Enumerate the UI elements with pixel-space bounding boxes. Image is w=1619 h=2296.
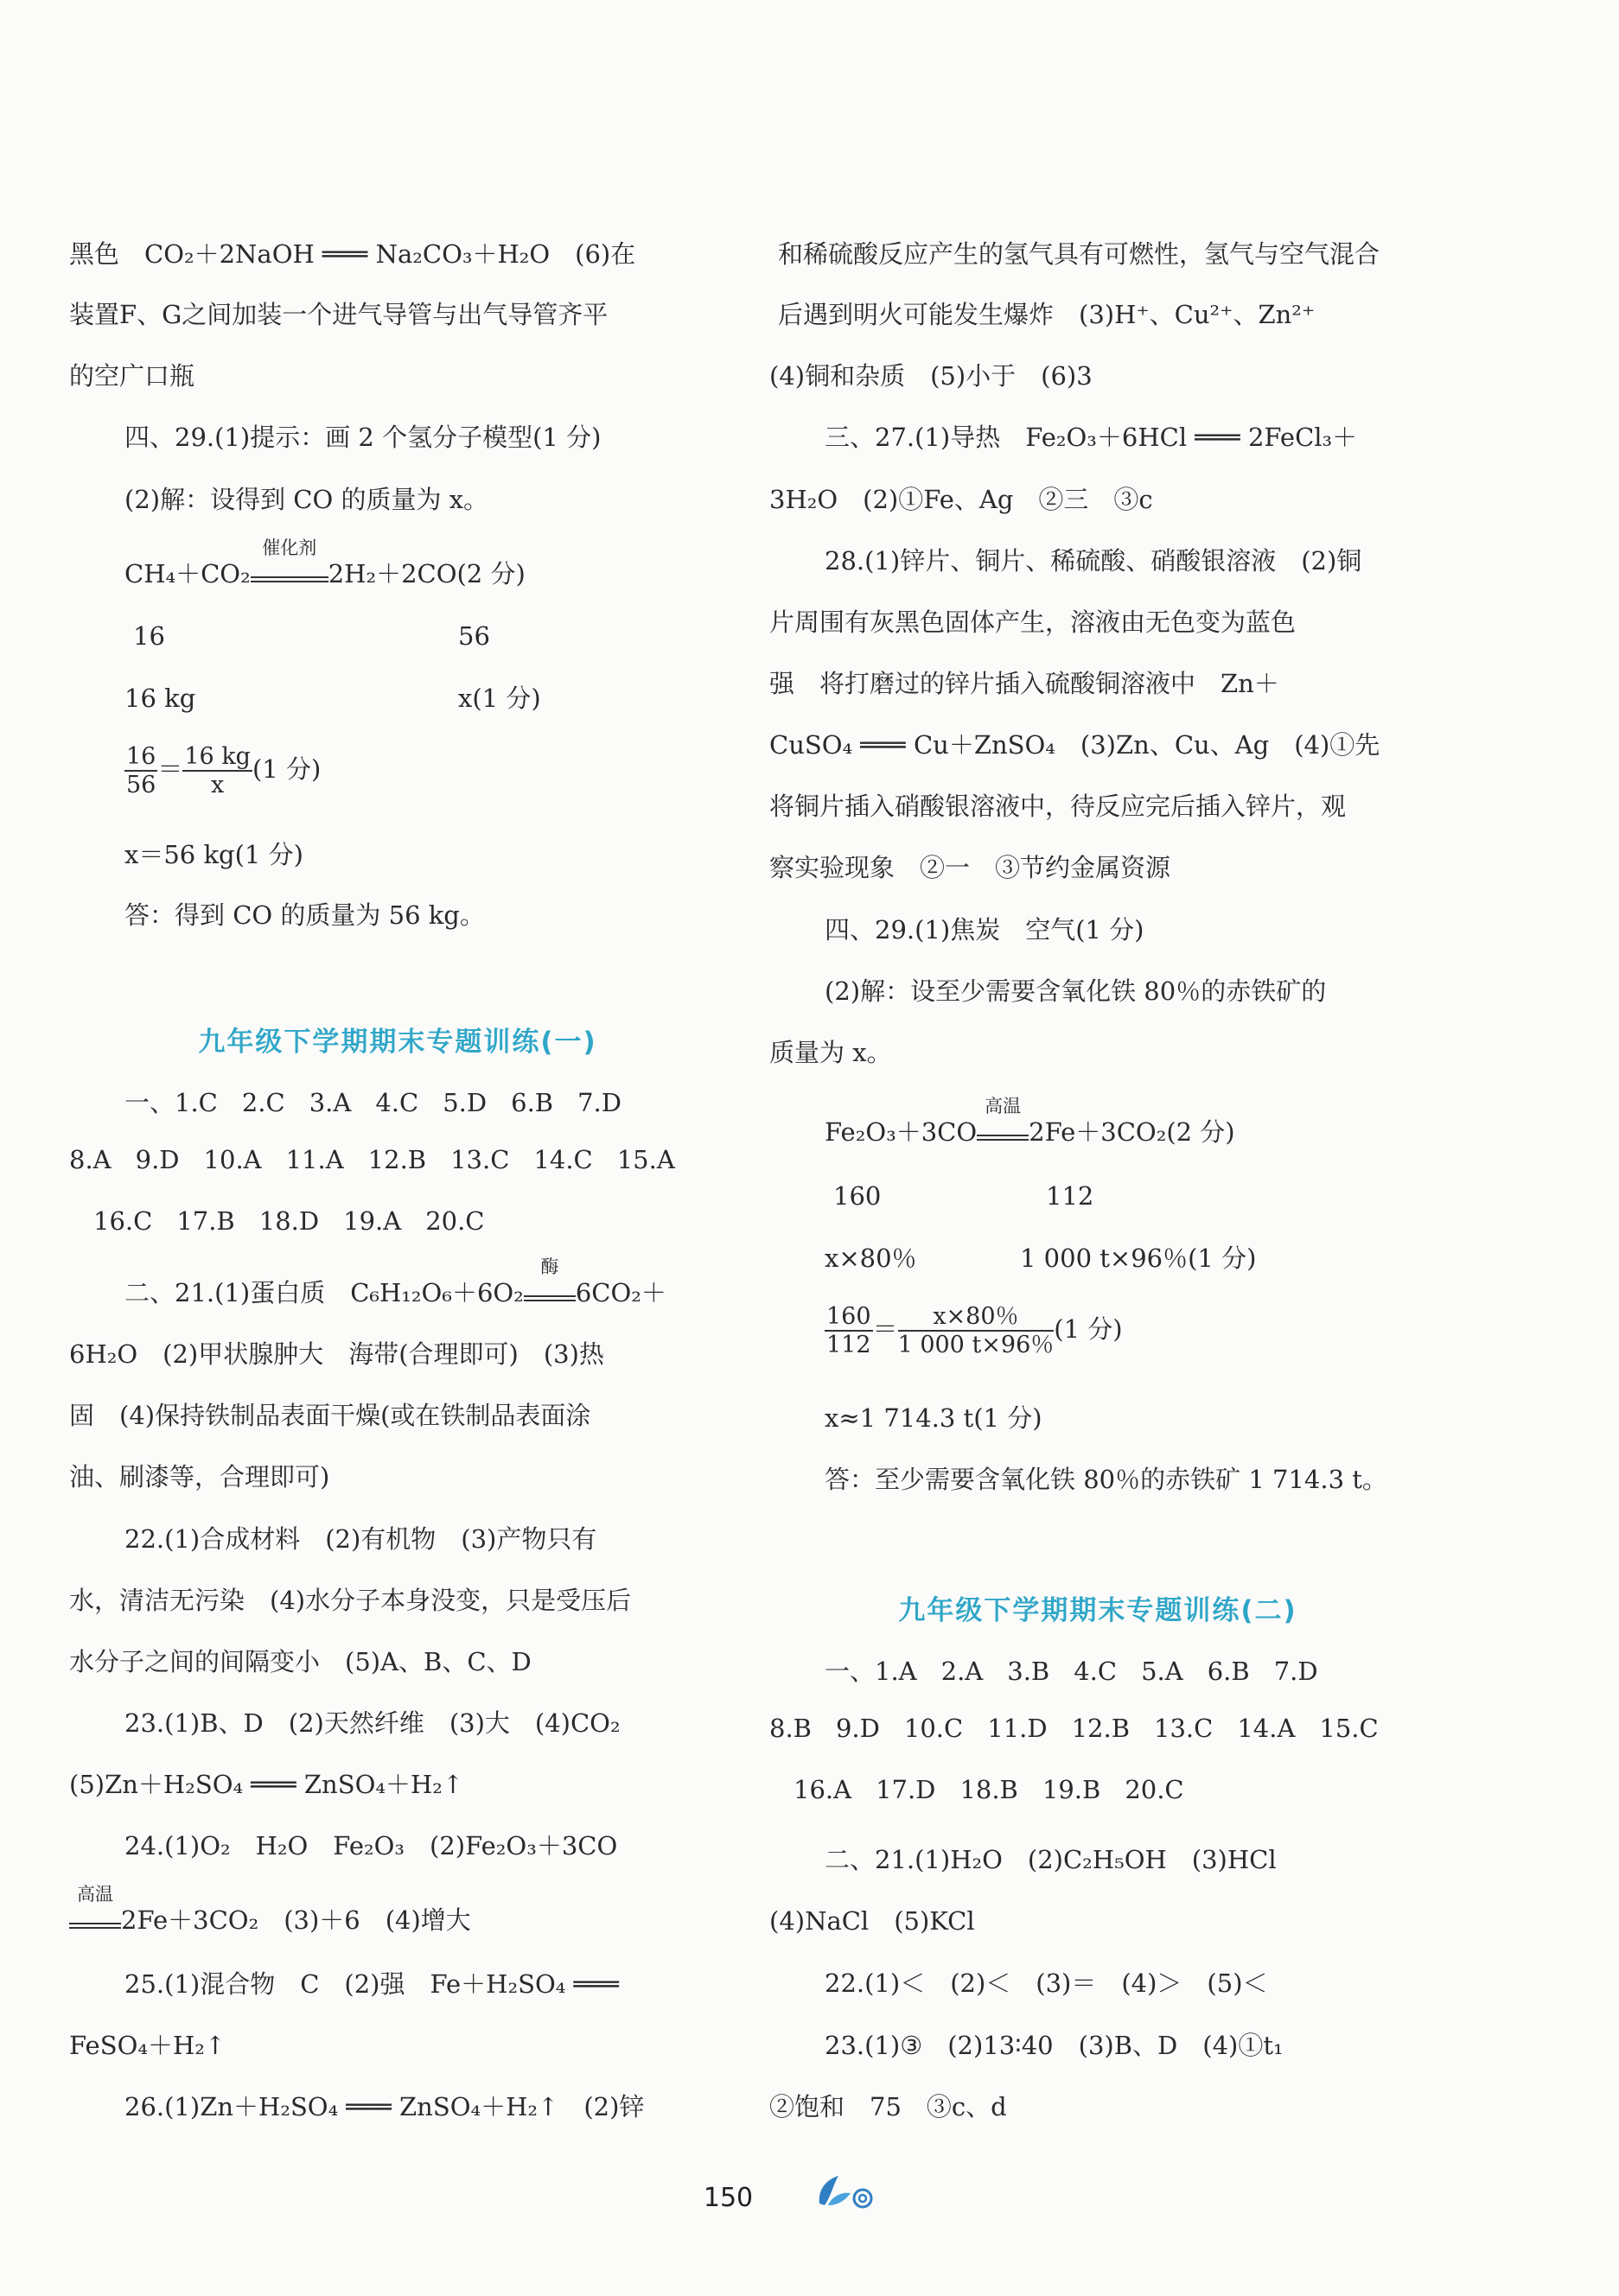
- section-title: 九年级下学期期末专题训练(二): [898, 1595, 1297, 1626]
- text-line: 3H₂O (2)①Fe、Ag ②三 ③c: [769, 485, 1153, 514]
- text-line: FeSO₄＋H₂↑: [69, 2031, 226, 2060]
- text-line: 装置F、G之间加装一个进气导管与出气导管齐平: [69, 300, 609, 329]
- mass-line: x(1 分): [458, 684, 541, 713]
- section-title: 九年级下学期期末专题训练(一): [198, 1027, 597, 1058]
- mc-answers-row: 8.A 9.D 10.A 11.A 12.B 13.C 14.C 15.A: [69, 1145, 675, 1174]
- text-line: (2)解：设得到 CO 的质量为 x。: [124, 485, 489, 514]
- mass-ratio-line: 16: [133, 621, 165, 651]
- chemical-equation: 二、21.(1)蛋白质 C₆H₁₂O₆＋6O₂ 酶 6CO₂＋: [124, 1256, 666, 1307]
- mass-line: x×80％: [825, 1243, 917, 1273]
- text-line: 四、29.(1)焦炭 空气(1 分): [825, 915, 1144, 944]
- text-line: 油、刷漆等，合理即可): [69, 1462, 330, 1491]
- text-line: 25.(1)混合物 C (2)强 Fe＋H₂SO₄ ═══: [124, 1969, 619, 1999]
- page-number: 150: [703, 2183, 754, 2213]
- mc-answers-row: 8.B 9.D 10.C 11.D 12.B 13.C 14.A 15.C: [769, 1714, 1379, 1743]
- text-line: 固 (4)保持铁制品表面干燥(或在铁制品表面涂: [69, 1401, 591, 1430]
- text-line: 28.(1)锌片、铜片、稀硫酸、硝酸银溶液 (2)铜: [825, 546, 1362, 576]
- text-line: 答：至少需要含氧化铁 80％的赤铁矿 1 714.3 t。: [825, 1465, 1387, 1494]
- text-line: 水，清洁无污染 (4)水分子本身没变，只是受压后: [69, 1586, 632, 1615]
- mc-answers-row: 一、1.A 2.A 3.B 4.C 5.A 6.B 7.D: [825, 1657, 1318, 1686]
- text-line: 23.(1)B、D (2)天然纤维 (3)大 (4)CO₂: [124, 1708, 621, 1738]
- text-line: 二、21.(1)H₂O (2)C₂H₅OH (3)HCl: [825, 1845, 1277, 1874]
- text-line: (4)NaCl (5)KCl: [769, 1906, 975, 1936]
- text-line: 水分子之间的间隔变小 (5)A、B、C、D: [69, 1647, 532, 1676]
- text-line: x≈1 714.3 t(1 分): [825, 1403, 1042, 1433]
- text-line: 黑色 CO₂＋2NaOH ═══ Na₂CO₃＋H₂O (6)在: [69, 239, 636, 269]
- text-line: x＝56 kg(1 分): [124, 840, 303, 869]
- text-line: 22.(1)＜ (2)＜ (3)＝ (4)＞ (5)＜: [825, 1968, 1268, 1998]
- text-line: 和稀硫酸反应产生的氢气具有可燃性，氢气与空气混合: [778, 239, 1380, 269]
- chemical-equation: CH₄＋CO₂ 催化剂 2H₂＋2CO(2 分): [124, 537, 526, 588]
- text-line: 四、29.(1)提示：画 2 个氢分子模型(1 分): [124, 423, 602, 452]
- chemical-equation: Fe₂O₃＋3CO 高温 2Fe＋3CO₂(2 分): [825, 1096, 1235, 1147]
- proportion: $\frac{16}{56}$ ＝ $\frac{16 kg}{x}$ (1 分): [126, 743, 322, 798]
- text-line: (5)Zn＋H₂SO₄ ═══ ZnSO₄＋H₂↑: [69, 1770, 464, 1799]
- text-line: CuSO₄ ═══ Cu＋ZnSO₄ (3)Zn、Cu、Ag (4)①先: [769, 730, 1380, 760]
- mc-answers-row: 一、1.C 2.C 3.A 4.C 5.D 6.B 7.D: [124, 1088, 622, 1117]
- leaf-swirl-icon: [813, 2171, 882, 2212]
- chemical-equation: 高温 2Fe＋3CO₂ (3)＋6 (4)增大: [69, 1908, 471, 1933]
- text-line: (2)解：设至少需要含氧化铁 80％的赤铁矿的: [825, 976, 1327, 1006]
- text-line: 23.(1)③ (2)13∶40 (3)B、D (4)①t₁: [825, 2031, 1284, 2060]
- text-line: 24.(1)O₂ H₂O Fe₂O₃ (2)Fe₂O₃＋3CO: [124, 1831, 618, 1860]
- mass-ratio-line: 56: [458, 621, 490, 651]
- text-line: 三、27.(1)导热 Fe₂O₃＋6HCl ═══ 2FeCl₃＋: [825, 423, 1358, 452]
- mc-answers-row: 16.A 17.D 18.B 19.B 20.C: [794, 1775, 1184, 1804]
- text-line: 后遇到明火可能发生爆炸 (3)H⁺、Cu²⁺、Zn²⁺: [778, 300, 1316, 329]
- mass-line: 1 000 t×96％(1 分): [1020, 1243, 1257, 1273]
- text-line: 将铜片插入硝酸银溶液中，待反应完后插入锌片，观: [769, 792, 1347, 821]
- text-line: 22.(1)合成材料 (2)有机物 (3)产物只有: [124, 1524, 597, 1554]
- mc-answers-row: 16.C 17.B 18.D 19.A 20.C: [93, 1206, 485, 1236]
- text-line: ②饱和 75 ③c、d: [769, 2092, 1007, 2121]
- proportion: $\frac{160}{112}$ ＝ $\frac{x\times 80\%}{1 000 t\times 96\%}$ (1 分): [826, 1303, 1123, 1358]
- mass-ratio-line: 112: [1046, 1181, 1094, 1211]
- mass-line: 16 kg: [124, 684, 196, 713]
- mass-ratio-line: 160: [833, 1181, 882, 1211]
- text-line: 6H₂O (2)甲状腺肿大 海带(合理即可) (3)热: [69, 1339, 604, 1369]
- text-line: 的空广口瓶: [69, 361, 195, 391]
- text-line: 答：得到 CO 的质量为 56 kg。: [124, 900, 485, 930]
- text-line: 察实验现象 ②一 ③节约金属资源: [769, 853, 1171, 882]
- text-line: 片周围有灰黑色固体产生，溶液由无色变为蓝色: [769, 607, 1297, 637]
- text-line: (4)铜和杂质 (5)小于 (6)3: [769, 361, 1093, 391]
- text-line: 质量为 x。: [769, 1038, 892, 1067]
- text-line: 26.(1)Zn＋H₂SO₄ ═══ ZnSO₄＋H₂↑ (2)锌: [124, 2092, 645, 2121]
- text-line: 强 将打磨过的锌片插入硫酸铜溶液中 Zn＋: [769, 669, 1279, 698]
